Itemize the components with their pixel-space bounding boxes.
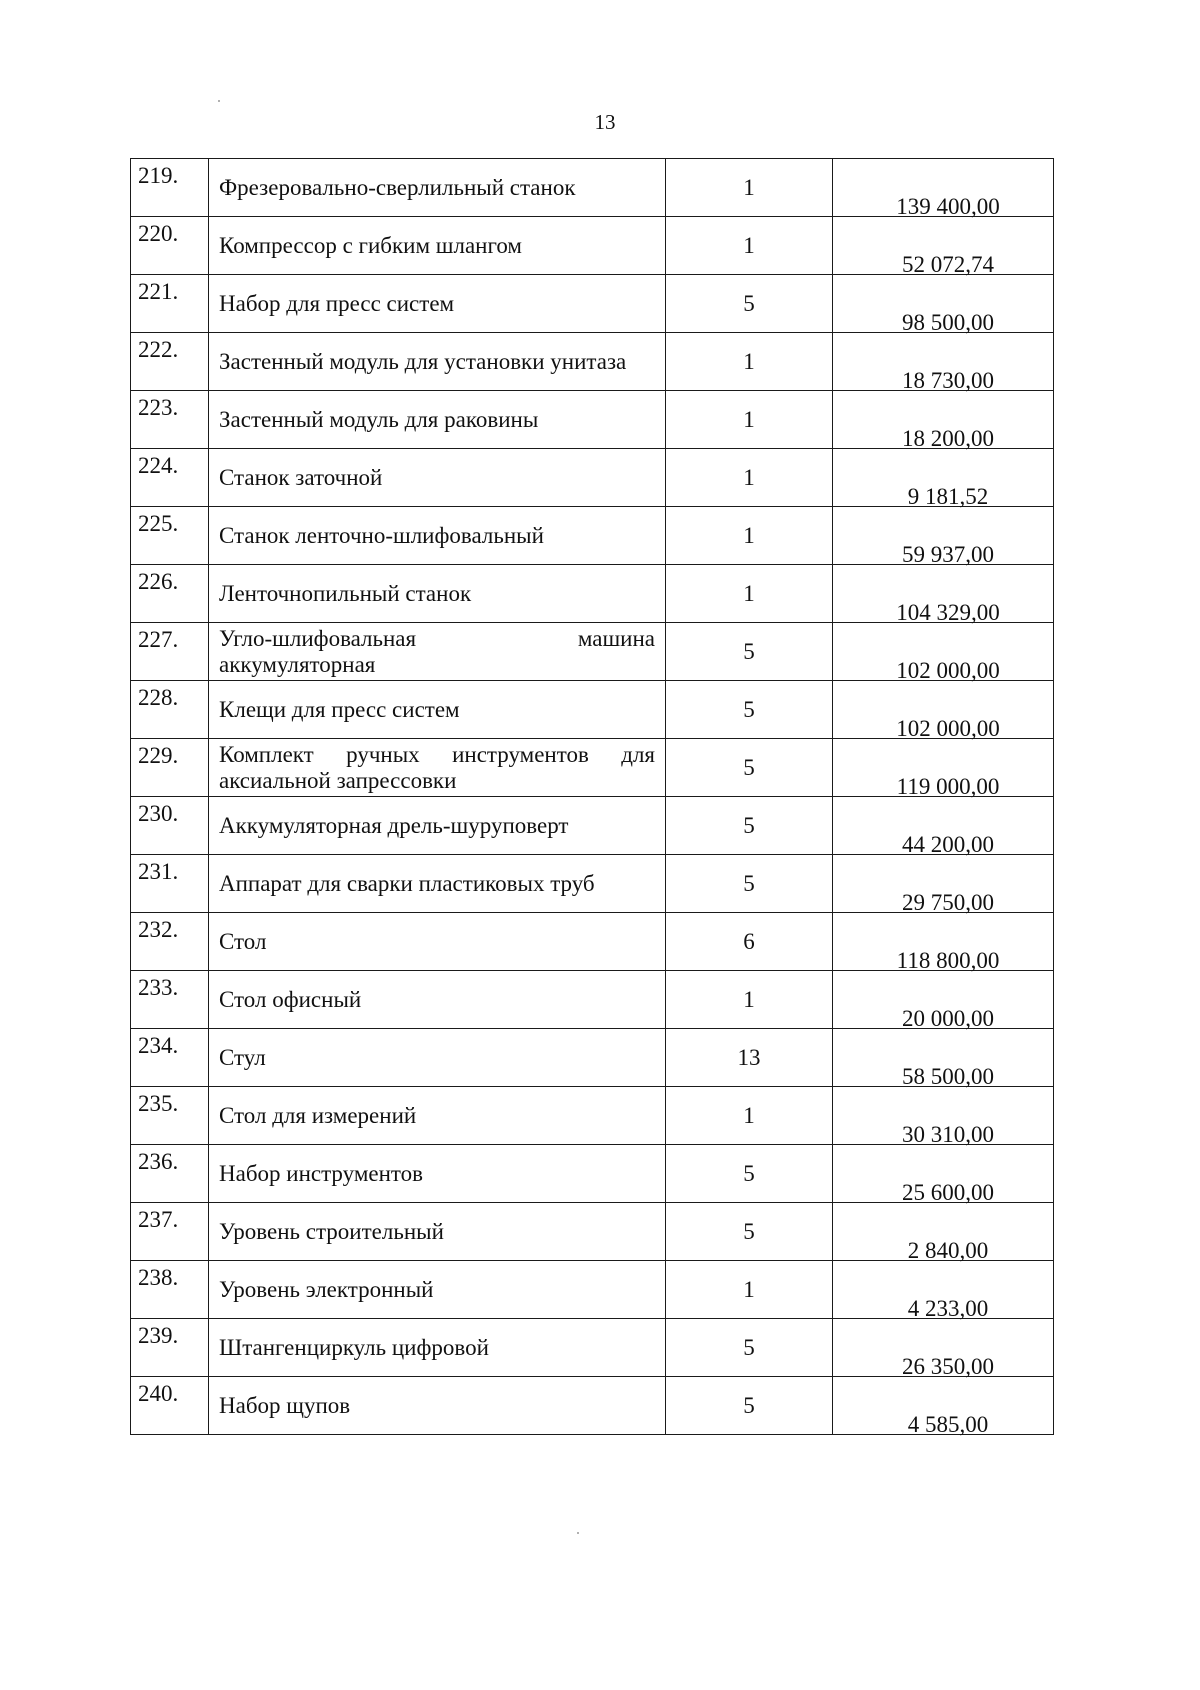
item-name-cell <box>209 565 666 623</box>
item-name-cell <box>209 507 666 565</box>
item-name-cell <box>209 855 666 913</box>
inventory-table <box>130 158 1054 1435</box>
item-price: 58 500,00 <box>902 1064 994 1089</box>
row-number: 225. <box>131 507 209 565</box>
item-name-cell <box>209 1029 666 1087</box>
item-name: Угло-шлифовальная машина аккумуляторная <box>219 625 655 677</box>
item-price-cell <box>833 1145 1054 1203</box>
item-price-cell <box>833 449 1054 507</box>
table-row <box>131 1261 1054 1319</box>
table-row <box>131 565 1054 623</box>
item-name-cell <box>209 217 666 275</box>
table-row <box>131 333 1054 391</box>
item-quantity: 1 <box>666 391 833 449</box>
item-name: Набор инструментов <box>219 1160 424 1186</box>
item-price-cell <box>833 739 1054 797</box>
item-price: 30 310,00 <box>902 1122 994 1147</box>
item-price: 139 400,00 <box>896 194 1000 219</box>
scan-speck <box>218 100 220 102</box>
item-price: 102 000,00 <box>896 658 1000 683</box>
item-quantity: 5 <box>666 1145 833 1203</box>
table-row <box>131 159 1054 217</box>
item-name-cell <box>209 159 666 217</box>
item-price: 2 840,00 <box>907 1238 989 1263</box>
item-price-cell <box>833 391 1054 449</box>
item-name: Фрезеровально-сверлильный станок <box>219 174 576 200</box>
item-name-cell <box>209 623 666 681</box>
item-quantity: 1 <box>666 449 833 507</box>
item-name: Уровень строительный <box>219 1218 444 1244</box>
item-quantity: 5 <box>666 1377 833 1435</box>
row-number: 232. <box>131 913 209 971</box>
item-quantity: 5 <box>666 855 833 913</box>
row-number: 236. <box>131 1145 209 1203</box>
item-price-cell <box>833 217 1054 275</box>
table-row <box>131 739 1054 797</box>
item-name-cell <box>209 1145 666 1203</box>
table-row <box>131 507 1054 565</box>
table-row <box>131 1319 1054 1377</box>
item-price: 59 937,00 <box>902 542 994 567</box>
item-quantity: 5 <box>666 681 833 739</box>
item-price-cell <box>833 1261 1054 1319</box>
item-price: 118 800,00 <box>896 948 1000 973</box>
table-row <box>131 275 1054 333</box>
item-name: Комплект ручных инструментов для аксиальной запрессовки <box>219 741 655 793</box>
row-number: 228. <box>131 681 209 739</box>
scan-speck <box>577 1532 579 1534</box>
item-price: 20 000,00 <box>902 1006 994 1031</box>
item-name: Аккумуляторная дрель-шуруповерт <box>219 812 569 838</box>
row-number: 233. <box>131 971 209 1029</box>
item-price-cell <box>833 507 1054 565</box>
item-price: 18 200,00 <box>902 426 994 451</box>
item-price: 29 750,00 <box>902 890 994 915</box>
item-name-cell <box>209 681 666 739</box>
item-price: 104 329,00 <box>896 600 1000 625</box>
item-quantity: 1 <box>666 159 833 217</box>
row-number: 237. <box>131 1203 209 1261</box>
item-name: Компрессор с гибким шлангом <box>219 232 522 258</box>
row-number: 224. <box>131 449 209 507</box>
item-name: Застенный модуль для установки унитаза <box>219 348 627 374</box>
item-price-cell <box>833 681 1054 739</box>
row-number: 239. <box>131 1319 209 1377</box>
inventory-table-body <box>131 159 1054 1435</box>
item-name: Набор для пресс систем <box>219 290 455 316</box>
item-name: Клещи для пресс систем <box>219 696 460 722</box>
item-quantity: 13 <box>666 1029 833 1087</box>
item-name: Ленточнопильный станок <box>219 580 472 606</box>
item-quantity: 1 <box>666 1261 833 1319</box>
row-number: 230. <box>131 797 209 855</box>
row-number: 223. <box>131 391 209 449</box>
item-quantity: 1 <box>666 565 833 623</box>
item-price-cell <box>833 971 1054 1029</box>
item-quantity: 1 <box>666 971 833 1029</box>
row-number: 222. <box>131 333 209 391</box>
row-number: 240. <box>131 1377 209 1435</box>
item-price-cell <box>833 333 1054 391</box>
item-quantity: 5 <box>666 1203 833 1261</box>
table-row <box>131 1029 1054 1087</box>
item-quantity: 1 <box>666 507 833 565</box>
item-price: 18 730,00 <box>902 368 994 393</box>
table-row <box>131 1087 1054 1145</box>
item-name-cell <box>209 913 666 971</box>
item-name: Станок заточной <box>219 464 383 490</box>
row-number: 219. <box>131 159 209 217</box>
item-quantity: 1 <box>666 217 833 275</box>
table-row <box>131 681 1054 739</box>
item-price: 9 181,52 <box>907 484 989 509</box>
item-name-cell <box>209 1377 666 1435</box>
item-quantity: 5 <box>666 275 833 333</box>
item-name-cell <box>209 449 666 507</box>
table-row <box>131 623 1054 681</box>
item-price-cell <box>833 1319 1054 1377</box>
item-price: 4 585,00 <box>907 1412 989 1437</box>
item-quantity: 1 <box>666 1087 833 1145</box>
table-row <box>131 1203 1054 1261</box>
item-name-cell <box>209 391 666 449</box>
row-number: 231. <box>131 855 209 913</box>
item-quantity: 5 <box>666 1319 833 1377</box>
item-price: 44 200,00 <box>902 832 994 857</box>
item-name: Станок ленточно-шлифовальный <box>219 522 544 548</box>
item-name-cell <box>209 1203 666 1261</box>
item-name-cell <box>209 1261 666 1319</box>
item-name: Набор щупов <box>219 1392 351 1418</box>
row-number: 229. <box>131 739 209 797</box>
item-name: Стол <box>219 928 267 954</box>
item-price: 26 350,00 <box>902 1354 994 1379</box>
item-price-cell <box>833 565 1054 623</box>
row-number: 235. <box>131 1087 209 1145</box>
table-row <box>131 449 1054 507</box>
item-quantity: 5 <box>666 797 833 855</box>
item-name-cell <box>209 739 666 797</box>
item-quantity: 1 <box>666 333 833 391</box>
item-name: Стол офисный <box>219 986 362 1012</box>
item-name-cell <box>209 1087 666 1145</box>
table-row <box>131 971 1054 1029</box>
item-name-cell <box>209 333 666 391</box>
item-price: 4 233,00 <box>907 1296 989 1321</box>
item-name-cell <box>209 1319 666 1377</box>
item-quantity: 5 <box>666 739 833 797</box>
item-price-cell <box>833 623 1054 681</box>
row-number: 226. <box>131 565 209 623</box>
item-name-cell <box>209 275 666 333</box>
item-price: 98 500,00 <box>902 310 994 335</box>
item-price-cell <box>833 797 1054 855</box>
item-price-cell <box>833 275 1054 333</box>
item-name: Штангенциркуль цифровой <box>219 1334 489 1360</box>
item-name: Стол для измерений <box>219 1102 417 1128</box>
table-row <box>131 1377 1054 1435</box>
item-name: Стул <box>219 1044 266 1070</box>
table-row <box>131 797 1054 855</box>
table-row <box>131 391 1054 449</box>
item-price-cell <box>833 1029 1054 1087</box>
row-number: 227. <box>131 623 209 681</box>
item-price-cell <box>833 159 1054 217</box>
item-price: 119 000,00 <box>896 774 1000 799</box>
row-number: 238. <box>131 1261 209 1319</box>
table-row <box>131 217 1054 275</box>
item-price: 25 600,00 <box>902 1180 994 1205</box>
table-row <box>131 855 1054 913</box>
item-price-cell <box>833 1203 1054 1261</box>
item-price: 102 000,00 <box>896 716 1000 741</box>
item-name: Застенный модуль для раковины <box>219 406 539 432</box>
page-number: 13 <box>594 110 616 134</box>
item-quantity: 6 <box>666 913 833 971</box>
item-price-cell <box>833 1377 1054 1435</box>
item-name-cell <box>209 971 666 1029</box>
item-name-cell <box>209 797 666 855</box>
item-name: Аппарат для сварки пластиковых труб <box>219 870 595 896</box>
item-price-cell <box>833 913 1054 971</box>
item-price-cell <box>833 1087 1054 1145</box>
row-number: 220. <box>131 217 209 275</box>
table-row <box>131 913 1054 971</box>
item-price-cell <box>833 855 1054 913</box>
item-name: Уровень электронный <box>219 1276 434 1302</box>
table-row <box>131 1145 1054 1203</box>
item-quantity: 5 <box>666 623 833 681</box>
item-price: 52 072,74 <box>902 252 994 277</box>
row-number: 234. <box>131 1029 209 1087</box>
row-number: 221. <box>131 275 209 333</box>
